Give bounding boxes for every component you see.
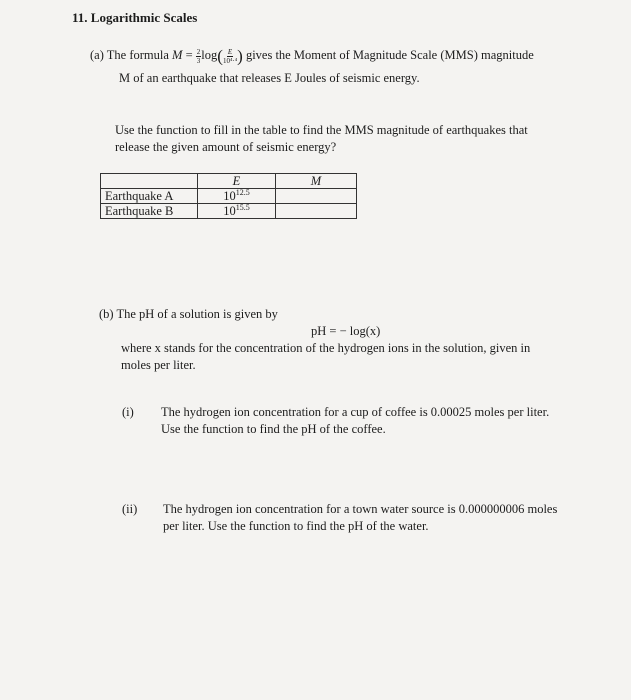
instruction-line1: Use the function to fill in the table to find the MMS magnitude of earthquakes that [115,123,528,137]
earthquake-name: Earthquake B [101,204,198,219]
table-header-e: E [198,174,276,189]
formula-argument: $\frac{E}{\text{10⁴·⁴}}$ [222,47,238,65]
energy-value: $10^{12.5}$ [198,189,276,204]
part-a-label: (a) [90,48,104,62]
item-i-label: (i) [122,405,134,419]
item-ii-line2: per liter. Use the function to find the pH of the water. [163,519,429,533]
table-header-row [101,174,357,189]
magnitude-cell[interactable] [276,204,357,219]
instruction-line2: release the given amount of seismic energy? [115,140,337,154]
earthquake-table [100,173,357,219]
table-header-m: M [276,174,357,189]
section-title: 11. Logarithmic Scales [72,10,198,25]
item-i-line2: Use the function to find the pH of the coffee. [161,422,386,436]
earthquake-name: Earthquake A [101,189,198,204]
formula-coefficient: $\frac{2}{3}$ [196,47,201,65]
part-b-desc-line1: where x stands for the concentration of the hydrogen ions in the solution, given in [121,341,531,355]
part-a-line1 [90,47,534,65]
part-a-line2: M of an earthquake that releases E Joules of seismic energy. [119,71,420,85]
part-b-desc-line2: moles per liter. [121,358,196,372]
ph-equation: pH = − log(x) [311,324,381,338]
item-ii-label: (ii) [122,502,138,516]
table-row [101,189,357,204]
part-a-intro-suffix: gives the Moment of Magnitude Scale (MMS) magnitude [245,48,534,62]
part-a-intro-prefix: The formula [106,48,169,62]
item-ii-line1: The hydrogen ion concentration for a town water source is 0.000000006 moles [163,502,558,516]
energy-value: $10^{15.5}$ [198,204,276,219]
formula-equals: = [185,48,193,63]
formula-lhs: M [172,48,183,63]
magnitude-cell[interactable] [276,189,357,204]
mms-formula: M = $\frac{2}{3}$ log( $\frac{E}{\text{10⁴·⁴}}$ ) [172,46,243,66]
item-i-line1: The hydrogen ion concentration for a cup of coffee is 0.00025 moles per liter. [161,405,550,419]
table-header-name [101,174,198,189]
formula-log: log [201,48,218,63]
part-b-intro: (b) The pH of a solution is given by [99,307,278,321]
table-row [101,204,357,219]
